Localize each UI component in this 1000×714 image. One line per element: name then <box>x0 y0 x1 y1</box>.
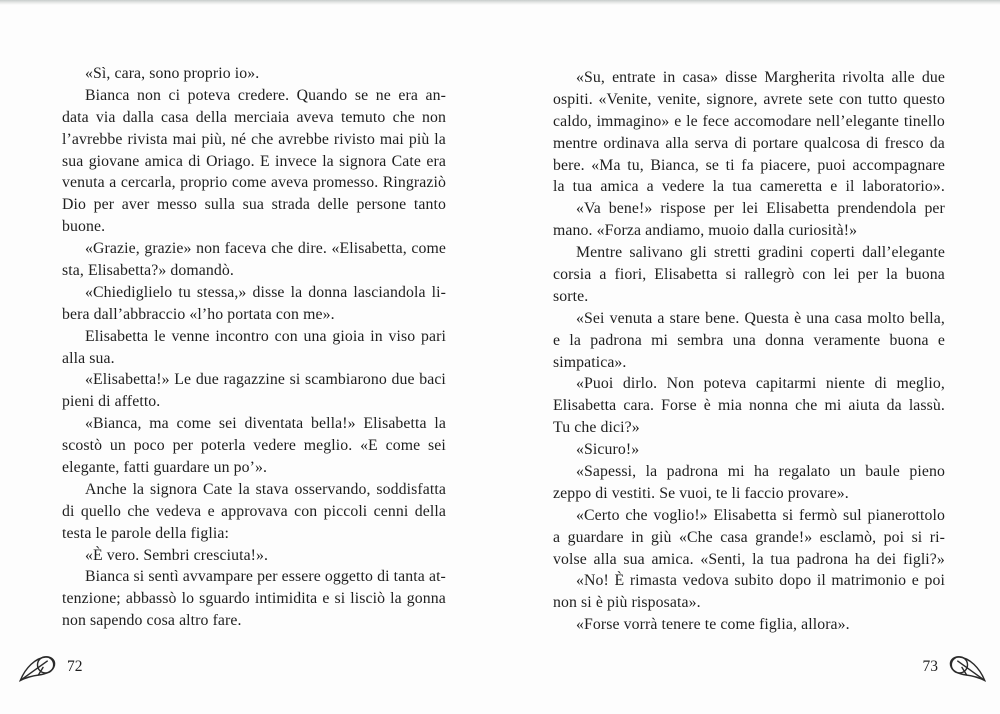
page-number: 72 <box>67 658 83 675</box>
text-line: mano. «Forza andiamo, muoio dalla curiosità!» <box>553 222 858 240</box>
text-line: non sapendo cosa altro fare. <box>62 612 242 630</box>
text-line: «Grazie, grazie» non faceva che dire. «Elisabetta, come <box>85 240 446 258</box>
text-line: testa le parole della figlia: <box>62 524 229 542</box>
text-line: «Certo che voglio!» Elisabetta si fermò sul pianerottolo <box>576 506 945 524</box>
page-73-text-column <box>553 67 945 636</box>
text-line: scostò un poco per poterla vedere meglio. «E come sei <box>62 437 446 455</box>
text-line: Anche la signora Cate la stava osservando, soddisfatta <box>85 480 446 498</box>
text-line: «Va bene!» rispose per lei Elisabetta prendendola per <box>576 200 945 218</box>
text-line: «Sicuro!» <box>576 441 640 459</box>
page-number: 73 <box>922 658 938 675</box>
text-line: Tu che dici?» <box>553 419 640 437</box>
page-72-text-column <box>62 63 446 632</box>
text-line: di quello che vedeva e approvava con piccoli cenni della <box>62 502 446 520</box>
text-line: tenzione; abbassò lo sguardo intimidita e si lisciò la gonna <box>62 590 446 608</box>
text-line: elegante, fatti guardare un po’». <box>62 459 268 477</box>
text-line: «Sapessi, la padrona mi ha regalato un baule pieno <box>576 463 945 481</box>
text-line: a guardare in giù «Che casa grande!» esclamò, poi si ri- <box>553 528 945 546</box>
text-line: corsia a fiori, Elisabetta si rallegrò con lei per la buona <box>553 266 945 284</box>
text-line: «Chiediglielo tu stessa,» disse la donna lasciandola li- <box>85 283 446 301</box>
text-line: Dio per aver messo sulla sua strada delle persone tanto <box>62 196 446 214</box>
text-line: simpatica». <box>553 353 627 371</box>
text-line: Elisabetta cara. Forse è mia nonna che mi aiuta da lassù. <box>553 397 945 415</box>
text-line: mentre ordinava alla serva di portare qualcosa di fresco da <box>553 134 945 152</box>
text-line: sta, Elisabetta?» domandò. <box>62 262 234 280</box>
text-line: buone. <box>62 218 106 236</box>
leaf-quill-ornament-icon <box>947 651 987 683</box>
text-line: bere. «Ma tu, Bianca, se ti fa piacere, puoi accompagnare <box>553 156 945 174</box>
text-line: caldo, immagino» e le fece accomodare nell’elegante tinello <box>553 112 945 130</box>
text-line: bera dall’abbraccio «l’ho portata con me». <box>62 305 335 323</box>
page-72-footer <box>18 648 83 686</box>
scan-edge-shadow <box>0 0 1000 5</box>
text-line: ospiti. «Venite, venite, signore, avrete sete con tutto questo <box>553 90 945 108</box>
text-line: «No! È rimasta vedova subito dopo il matrimonio e poi <box>576 572 945 590</box>
text-line: la tua amica a vedere la tua cameretta e il laboratorio». <box>553 178 945 196</box>
text-line: «Sì, cara, sono proprio io». <box>85 65 260 82</box>
text-line: Elisabetta le venne incontro con una gioia in viso pari <box>85 327 446 345</box>
text-line: «Forse vorrà tenere te come figlia, allora». <box>576 616 850 634</box>
text-line: volse alla sua amica. «Senti, la tua padrona ha dei figli?» <box>553 550 945 568</box>
text-line: Mentre salivano gli stretti gradini coperti dall’elegante <box>576 244 945 262</box>
leaf-quill-ornament-icon <box>18 651 58 683</box>
text-line: l’avrebbe rivista mai più, né che avrebbe rivisto mai più la <box>62 130 446 148</box>
text-line: sua giovane amica di Oriago. E invece la signora Cate era <box>62 152 446 170</box>
text-line: «Sei venuta a stare bene. Questa è una casa molto bella, <box>576 309 945 327</box>
text-line: «È vero. Sembri cresciuta!». <box>85 546 269 564</box>
text-line: pieni di affetto. <box>62 393 161 411</box>
text-line: Bianca non ci poteva credere. Quando se ne era an- <box>85 86 446 104</box>
text-line: «Bianca, ma come sei diventata bella!» Elisabetta la <box>85 415 446 433</box>
text-line: non si è più risposata». <box>553 594 701 612</box>
text-line: alla sua. <box>62 349 115 367</box>
text-line: «Elisabetta!» Le due ragazzine si scambiarono due baci <box>85 371 446 389</box>
page-73-footer <box>923 648 988 686</box>
text-line: venuta a cercarla, proprio come aveva promesso. Ringraziò <box>62 174 446 192</box>
text-line: data via dalla casa della merciaia aveva temuto che non <box>62 108 446 126</box>
text-line: «Puoi dirlo. Non poteva capitarmi niente di meglio, <box>576 375 945 393</box>
text-line: zeppo di vestiti. Se vuoi, te li faccio provare». <box>553 484 849 502</box>
text-line: sorte. <box>553 287 589 305</box>
text-line: «Su, entrate in casa» disse Margherita rivolta alle due <box>576 69 945 86</box>
text-line: Bianca si sentì avvampare per essere oggetto di tanta at- <box>85 568 446 586</box>
text-line: e la padrona mi sembra una donna veramente buona e <box>553 331 945 349</box>
